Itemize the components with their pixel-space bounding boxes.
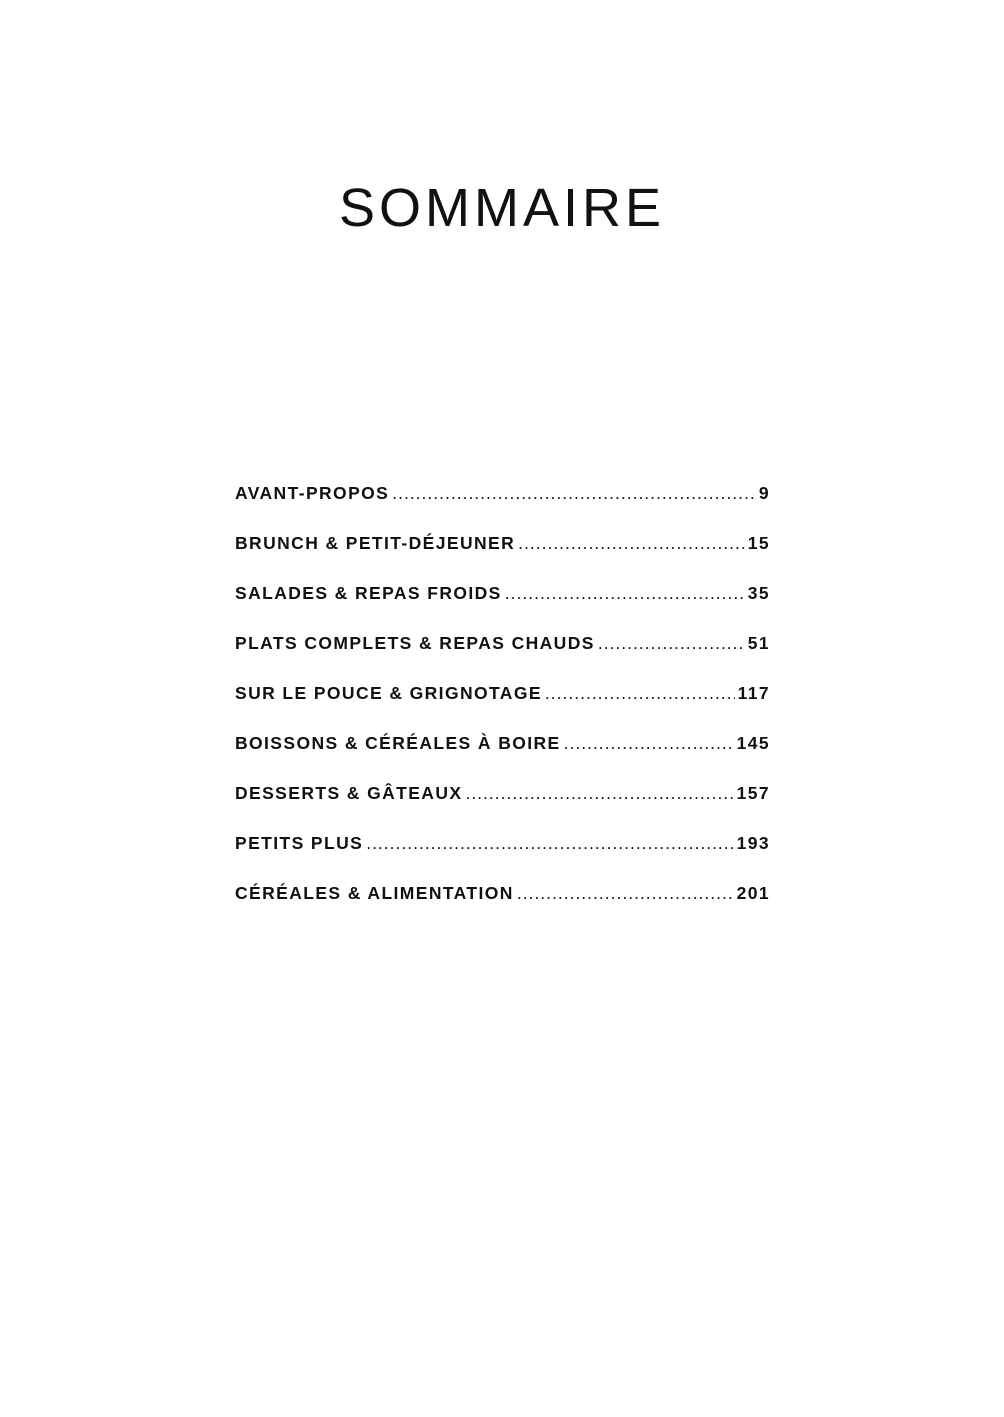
toc-entry-label: SUR LE POUCE & GRIGNOTAGE bbox=[235, 683, 542, 703]
page-title: SOMMAIRE bbox=[338, 178, 666, 238]
toc-dot-leader bbox=[598, 628, 745, 658]
toc-entry-page-number: 157 bbox=[736, 783, 770, 803]
toc-dot-leader bbox=[518, 528, 745, 558]
toc-dot-leader bbox=[517, 878, 734, 908]
toc-entry-boissons-cereales-a-boire[interactable] bbox=[235, 728, 770, 778]
toc-entry-label: CÉRÉALES & ALIMENTATION bbox=[235, 883, 514, 903]
toc-entry-page-number: 9 bbox=[758, 483, 770, 503]
toc-dot-leader bbox=[564, 728, 734, 758]
toc-entry-plats-complets-repas-chauds[interactable] bbox=[235, 628, 770, 678]
toc-entry-petits-plus[interactable] bbox=[235, 828, 770, 878]
toc-entry-page-number: 193 bbox=[736, 833, 770, 853]
toc-entry-page-number: 15 bbox=[747, 533, 770, 553]
toc-entry-page-number: 51 bbox=[747, 633, 770, 653]
toc-entry-desserts-gateaux[interactable] bbox=[235, 778, 770, 828]
toc-dot-leader bbox=[392, 478, 756, 508]
toc-entry-label: SALADES & REPAS FROIDS bbox=[235, 583, 502, 603]
toc-dot-leader bbox=[505, 578, 745, 608]
toc-entry-sur-le-pouce-grignotage[interactable] bbox=[235, 678, 770, 728]
toc-dot-leader bbox=[545, 678, 735, 708]
toc-dot-leader bbox=[465, 778, 733, 808]
toc-entry-label: DESSERTS & GÂTEAUX bbox=[235, 783, 463, 803]
toc-entry-salades-repas-froids[interactable] bbox=[235, 578, 770, 628]
toc-entry-page-number: 117 bbox=[737, 683, 770, 703]
toc-entry-page-number: 145 bbox=[736, 733, 770, 753]
toc-entry-label: PETITS PLUS bbox=[235, 833, 364, 853]
toc-dot-leader bbox=[366, 828, 733, 858]
toc-entry-label: BOISSONS & CÉRÉALES À BOIRE bbox=[235, 733, 561, 753]
toc-entry-label: AVANT-PROPOS bbox=[235, 483, 390, 503]
toc-entry-label: BRUNCH & PETIT-DÉJEUNER bbox=[235, 533, 516, 553]
toc-entry-label: PLATS COMPLETS & REPAS CHAUDS bbox=[235, 633, 595, 653]
toc-entry-page-number: 201 bbox=[736, 883, 770, 903]
table-of-contents bbox=[235, 478, 770, 928]
toc-entry-page-number: 35 bbox=[747, 583, 770, 603]
toc-entry-avant-propos[interactable] bbox=[235, 478, 770, 528]
toc-entry-cereales-alimentation[interactable] bbox=[235, 878, 770, 928]
toc-entry-brunch-petit-dejeuner[interactable] bbox=[235, 528, 770, 578]
